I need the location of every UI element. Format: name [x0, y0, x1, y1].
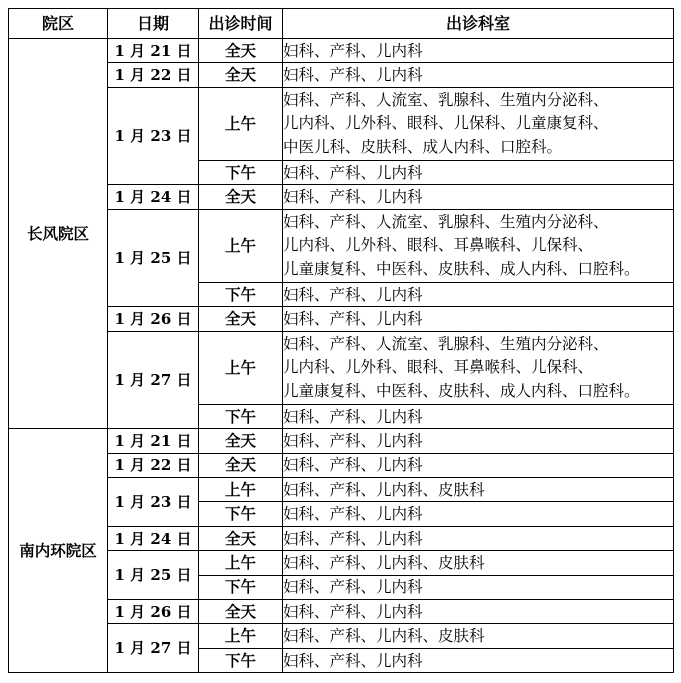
departments-cell: 妇科、产科、儿内科、皮肤科 — [283, 551, 674, 575]
departments-line: 儿内科、儿外科、眼科、儿保科、儿童康复科、 — [283, 114, 609, 133]
table-row — [9, 307, 674, 331]
table-row — [9, 63, 674, 87]
date-cell: 1 月 22 日 — [108, 63, 199, 87]
session-time-cell: 上午 — [199, 87, 283, 160]
table-row — [9, 526, 674, 550]
header-time: 出诊时间 — [199, 9, 283, 39]
date-cell: 1 月 26 日 — [108, 600, 199, 624]
header-date: 日期 — [108, 9, 199, 39]
session-time-cell: 下午 — [199, 648, 283, 672]
departments-line: 儿童康复科、中医科、皮肤科、成人内科、口腔科。 — [283, 381, 640, 400]
departments-cell: 妇科、产科、儿内科、皮肤科 — [283, 624, 674, 648]
date-cell: 1 月 21 日 — [108, 429, 199, 453]
departments-line: 儿童康复科、中医科、皮肤科、成人内科、口腔科。 — [283, 259, 640, 278]
date-cell: 1 月 26 日 — [108, 307, 199, 331]
departments-cell: 妇科、产科、儿内科 — [283, 502, 674, 526]
session-time-cell: 下午 — [199, 502, 283, 526]
departments-line: 中医儿科、皮肤科、成人内科、口腔科。 — [283, 137, 563, 156]
departments-cell: 妇科、产科、儿内科 — [283, 575, 674, 599]
session-time-cell: 全天 — [199, 429, 283, 453]
header-campus: 院区 — [9, 9, 108, 39]
date-cell: 1 月 25 日 — [108, 551, 199, 600]
session-time-cell: 全天 — [199, 63, 283, 87]
table-row — [9, 453, 674, 477]
table-row — [9, 331, 674, 404]
departments-cell — [283, 209, 674, 282]
table-row — [9, 39, 674, 63]
departments-cell: 妇科、产科、儿内科 — [283, 63, 674, 87]
departments-line: 妇科、产科、人流室、乳腺科、生殖内分泌科、 — [283, 90, 609, 109]
date-cell: 1 月 21 日 — [108, 39, 199, 63]
date-cell: 1 月 27 日 — [108, 624, 199, 673]
schedule-table — [8, 8, 674, 673]
table-row — [9, 209, 674, 282]
campus-cell: 南内环院区 — [9, 429, 108, 673]
departments-cell: 妇科、产科、儿内科 — [283, 526, 674, 550]
session-time-cell: 下午 — [199, 282, 283, 306]
table-row — [9, 429, 674, 453]
table-row — [9, 551, 674, 575]
date-cell: 1 月 25 日 — [108, 209, 199, 307]
session-time-cell: 上午 — [199, 331, 283, 404]
table-row — [9, 87, 674, 160]
session-time-cell: 上午 — [199, 209, 283, 282]
departments-cell: 妇科、产科、儿内科 — [283, 160, 674, 184]
header-departments: 出诊科室 — [283, 9, 674, 39]
departments-cell: 妇科、产科、儿内科、皮肤科 — [283, 478, 674, 502]
departments-cell: 妇科、产科、儿内科 — [283, 600, 674, 624]
departments-cell: 妇科、产科、儿内科 — [283, 307, 674, 331]
session-time-cell: 全天 — [199, 307, 283, 331]
date-cell: 1 月 24 日 — [108, 185, 199, 209]
session-time-cell: 全天 — [199, 185, 283, 209]
session-time-cell: 全天 — [199, 600, 283, 624]
date-cell: 1 月 23 日 — [108, 478, 199, 527]
departments-line: 妇科、产科、人流室、乳腺科、生殖内分泌科、 — [283, 212, 609, 231]
departments-cell — [283, 331, 674, 404]
session-time-cell: 全天 — [199, 39, 283, 63]
departments-line: 妇科、产科、人流室、乳腺科、生殖内分泌科、 — [283, 334, 609, 353]
session-time-cell: 下午 — [199, 404, 283, 428]
departments-cell: 妇科、产科、儿内科 — [283, 282, 674, 306]
table-row — [9, 478, 674, 502]
departments-cell: 妇科、产科、儿内科 — [283, 648, 674, 672]
departments-cell — [283, 87, 674, 160]
session-time-cell: 上午 — [199, 624, 283, 648]
departments-line: 儿内科、儿外科、眼科、耳鼻喉科、儿保科、 — [283, 358, 594, 377]
table-row — [9, 624, 674, 648]
session-time-cell: 下午 — [199, 575, 283, 599]
session-time-cell: 上午 — [199, 478, 283, 502]
departments-cell: 妇科、产科、儿内科 — [283, 429, 674, 453]
table-row — [9, 600, 674, 624]
date-cell: 1 月 23 日 — [108, 87, 199, 185]
date-cell: 1 月 24 日 — [108, 526, 199, 550]
session-time-cell: 全天 — [199, 453, 283, 477]
date-cell: 1 月 22 日 — [108, 453, 199, 477]
departments-cell: 妇科、产科、儿内科 — [283, 185, 674, 209]
departments-cell: 妇科、产科、儿内科 — [283, 453, 674, 477]
campus-cell: 长风院区 — [9, 39, 108, 429]
header-row — [9, 9, 674, 39]
departments-cell: 妇科、产科、儿内科 — [283, 39, 674, 63]
departments-cell: 妇科、产科、儿内科 — [283, 404, 674, 428]
session-time-cell: 下午 — [199, 160, 283, 184]
session-time-cell: 上午 — [199, 551, 283, 575]
session-time-cell: 全天 — [199, 526, 283, 550]
date-cell: 1 月 27 日 — [108, 331, 199, 429]
departments-line: 儿内科、儿外科、眼科、耳鼻喉科、儿保科、 — [283, 236, 594, 255]
table-row — [9, 185, 674, 209]
